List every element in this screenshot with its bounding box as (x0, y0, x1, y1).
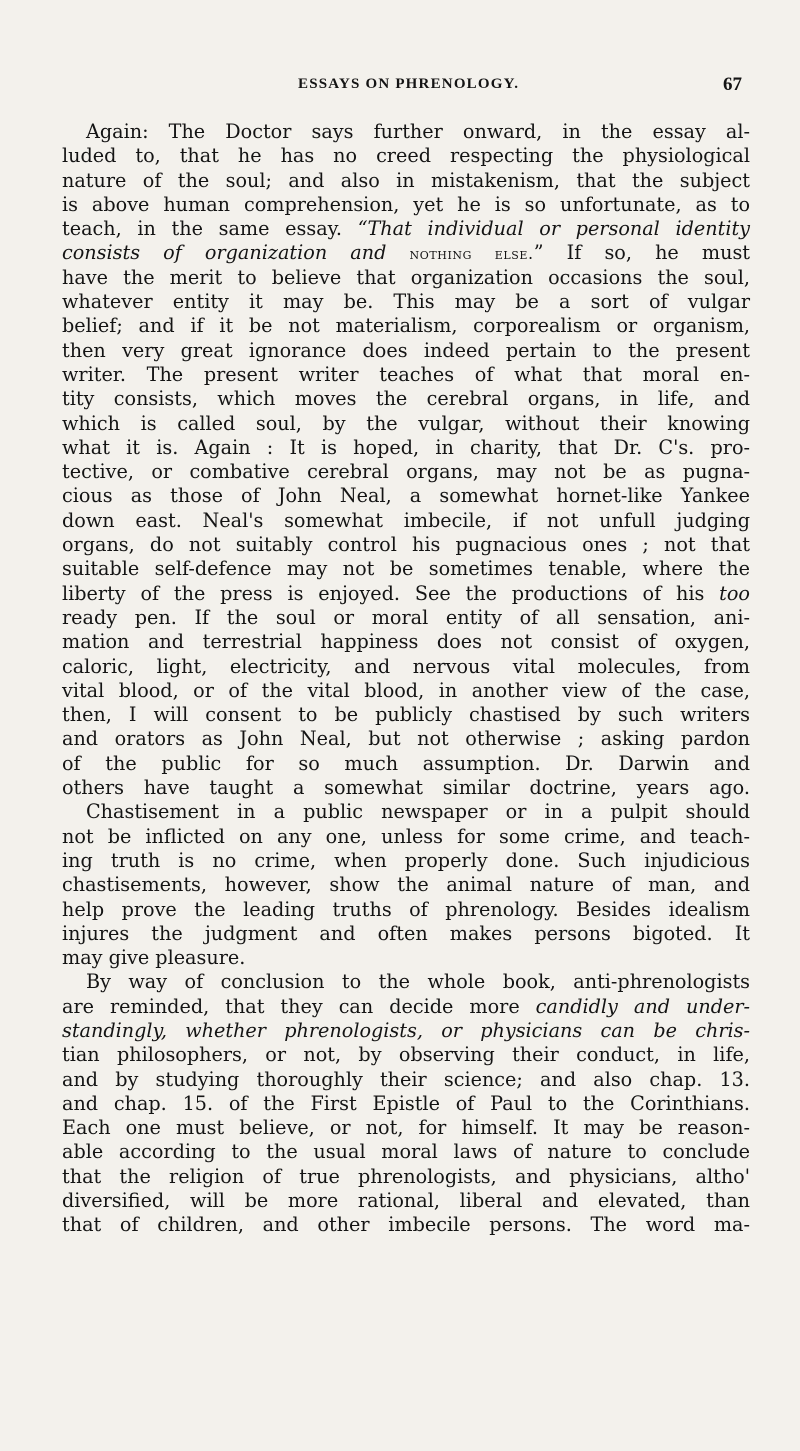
text-line: chastisements, however, show the animal nature of man, and (62, 873, 750, 897)
text-line: organs, do not suitably control his pugnacious ones ; not that (62, 533, 750, 557)
text-line: not be inflicted on any one, unless for some crime, and teach- (62, 824, 750, 848)
text-line: have the merit to believe that organization occasions the soul, (62, 265, 750, 289)
italic-quote: “That individual or personal identity (357, 217, 751, 241)
small-caps-phrase: nothing else. (409, 244, 534, 264)
text-line: are reminded, that they can decide more candidly and under- (62, 994, 750, 1018)
text-line: Again: The Doctor says further onward, in the essay al- (86, 120, 750, 143)
text-line: that of children, and other imbecile persons. The word ma- (62, 1213, 750, 1237)
text-line: diversified, will be more rational, liberal and elevated, than (62, 1189, 750, 1213)
text-line: belief; and if it be not materialism, corporealism or organism, (62, 314, 750, 338)
text-line: ing truth is no crime, when properly done. Such injudicious (62, 848, 750, 872)
text-line: vital blood, or of the vital blood, in another view of the case, (62, 678, 750, 702)
text-line: mation and terrestrial happiness does not consist of oxygen, (62, 630, 750, 654)
text-line: whatever entity it may be. This may be a sort of vulgar (62, 290, 750, 314)
text-line: that the religion of true phrenologists, and physicians, altho' (62, 1164, 750, 1188)
text-line: which is called soul, by the vulgar, without their knowing (62, 411, 750, 435)
text-line: help prove the leading truths of phrenology. Besides idealism (62, 897, 750, 921)
text-line: what it is. Again : It is hoped, in charity, that Dr. C's. pro- (62, 435, 750, 459)
text-line: nature of the soul; and also in mistakenism, that the subject (62, 168, 750, 192)
italic-word: too (719, 581, 750, 605)
text-line: and chap. 15. of the First Epistle of Paul to the Corinthians. (62, 1091, 750, 1115)
text-line: ready pen. If the soul or moral entity of all sensation, ani- (62, 605, 750, 629)
text-line: may give pleasure. (62, 946, 246, 970)
text-line: caloric, light, electricity, and nervous vital molecules, from (62, 654, 750, 678)
text-line: Chastisement in a public newspaper or in a pulpit should (86, 800, 750, 824)
text-line: is above human comprehension, yet he is so unfortunate, as to (62, 192, 750, 216)
text-line: others have taught a somewhat similar doctrine, years ago. (62, 776, 750, 800)
text-line: teach, in the same essay. “That individual or personal identity (62, 217, 751, 241)
text-line: then, I will consent to be publicly chastised by such writers (62, 703, 750, 727)
text-line: By way of conclusion to the whole book, anti-phrenologists (86, 970, 750, 994)
text-line: cious as those of John Neal, a somewhat hornet-like Yankee (62, 484, 750, 508)
text-line: writer. The present writer teaches of what that moral en- (62, 362, 750, 386)
text-line: Each one must believe, or not, for himself. It may be reason- (62, 1116, 750, 1140)
text-line: and orators as John Neal, but not otherwise ; asking pardon (62, 727, 750, 751)
italic-phrase: candidly and under- (535, 994, 750, 1018)
text-line: then very great ignorance does indeed pertain to the present (62, 338, 750, 362)
text-line: liberty of the press is enjoyed. See the productions of his too (62, 581, 750, 605)
page-number: 67 (723, 74, 742, 95)
text-line: tective, or combative cerebral organs, may not be as pugna- (62, 460, 750, 484)
text-line: and by studying thoroughly their science; and also chap. 13. (62, 1067, 750, 1091)
text-line: tian philosophers, or not, by observing their conduct, in life, (62, 1043, 750, 1067)
running-title: ESSAYS ON PHRENOLOGY. (298, 76, 520, 92)
text-line: consists of organization and nothing else.” If so, he must (62, 241, 751, 265)
text-line: able according to the usual moral laws of nature to conclude (62, 1140, 750, 1164)
text-line: suitable self-defence may not be sometimes tenable, where the (62, 557, 750, 581)
text-line: luded to, that he has no creed respecting the physiological (62, 144, 750, 168)
text-line: standingly, whether phrenologists, or physicians can be chris- (62, 1018, 750, 1042)
body-text (62, 120, 750, 1238)
text-line: injures the judgment and often makes persons bigoted. It (62, 921, 750, 945)
text-line: tity consists, which moves the cerebral organs, in life, and (62, 387, 750, 411)
running-head (60, 76, 748, 100)
text-line: down east. Neal's somewhat imbecile, if not unfull judging (62, 508, 750, 532)
text-line: of the public for so much assumption. Dr. Darwin and (62, 751, 750, 775)
